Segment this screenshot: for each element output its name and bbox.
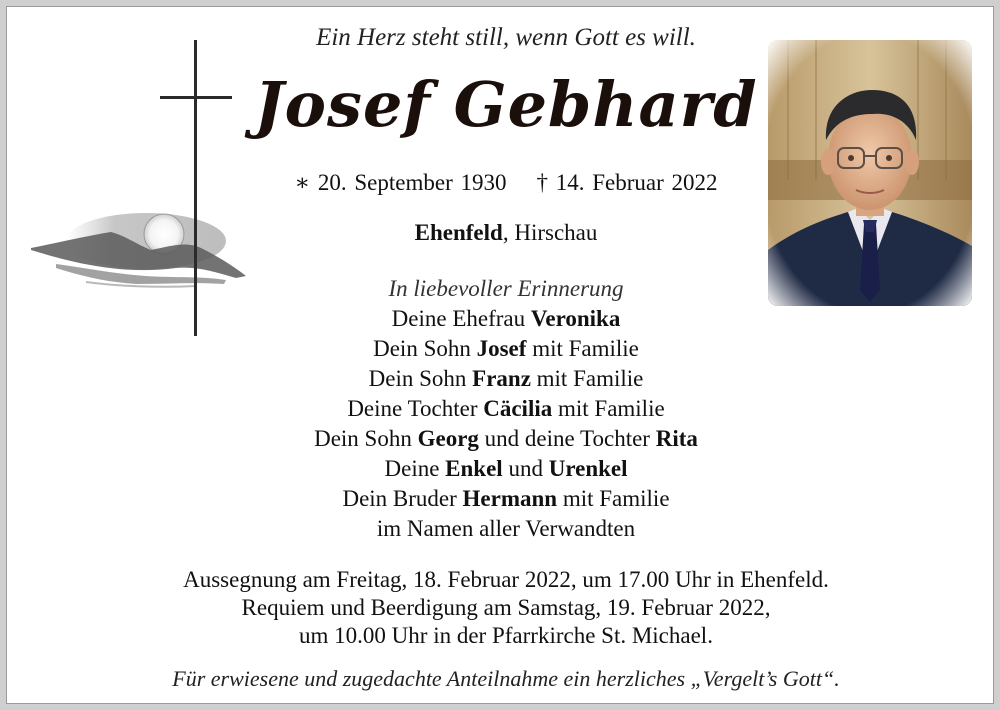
family-line <box>166 484 846 514</box>
family-line <box>166 454 846 484</box>
line-text: Dein Sohn <box>314 426 418 451</box>
line-name: Georg <box>417 426 479 451</box>
line-text: Dein Bruder <box>342 486 463 511</box>
family-line <box>166 304 846 334</box>
place-of-residence <box>246 220 766 246</box>
line-text: Dein Sohn <box>368 366 473 391</box>
family-line <box>166 394 846 424</box>
life-dates <box>246 170 766 196</box>
line-name: Enkel <box>445 456 503 481</box>
birth-date: ∗ 20. September 1930 <box>294 170 507 195</box>
line-text: mit Familie <box>530 366 644 391</box>
line-text: und deine Tochter <box>478 426 656 451</box>
line-text: Deine Tochter <box>347 396 484 421</box>
motto: Ein Herz steht still, wenn Gott es will. <box>316 24 696 51</box>
service-line: Requiem und Beerdigung am Samstag, 19. Februar 2022, <box>241 595 771 620</box>
line-text: mit Familie <box>552 396 665 421</box>
line-text: Deine <box>384 456 446 481</box>
line-text: Deine Ehefrau <box>391 306 531 331</box>
line-name: Urenkel <box>548 456 628 481</box>
service-info <box>66 566 946 650</box>
service-line: Aussegnung am Freitag, 18. Februar 2022, um 17.00 Uhr in Ehenfeld. <box>183 567 829 592</box>
line-text: im Namen aller Verwandten <box>376 516 636 541</box>
line-text: mit Familie <box>557 486 670 511</box>
death-date: † 14. Februar 2022 <box>536 170 718 195</box>
family-line <box>166 514 846 544</box>
line-text: mit Familie <box>526 336 639 361</box>
family-line <box>166 424 846 454</box>
line-name: Rita <box>655 426 698 451</box>
service-line: um 10.00 Uhr in der Pfarrkirche St. Michael. <box>299 623 713 648</box>
family-list <box>166 274 846 544</box>
line-name: Franz <box>472 366 531 391</box>
line-name: Hermann <box>462 486 558 511</box>
family-line <box>166 364 846 394</box>
portrait-photo <box>768 40 972 306</box>
line-name: Cäcilia <box>483 396 553 421</box>
family-intro: In liebevoller Erinnerung <box>388 276 624 301</box>
line-text: und <box>502 456 549 481</box>
place-town: Ehenfeld <box>414 220 503 245</box>
deceased-name: Josef Gebhard <box>254 68 758 141</box>
line-name: Veronika <box>530 306 621 331</box>
place-rest: , Hirschau <box>502 220 598 245</box>
family-line <box>166 334 846 364</box>
line-name: Josef <box>476 336 527 361</box>
thanks-note: Für erwiesene und zugedachte Anteilnahme ein herzliches „Vergelt’s Gott“. <box>172 666 840 691</box>
line-text: Dein Sohn <box>373 336 477 361</box>
